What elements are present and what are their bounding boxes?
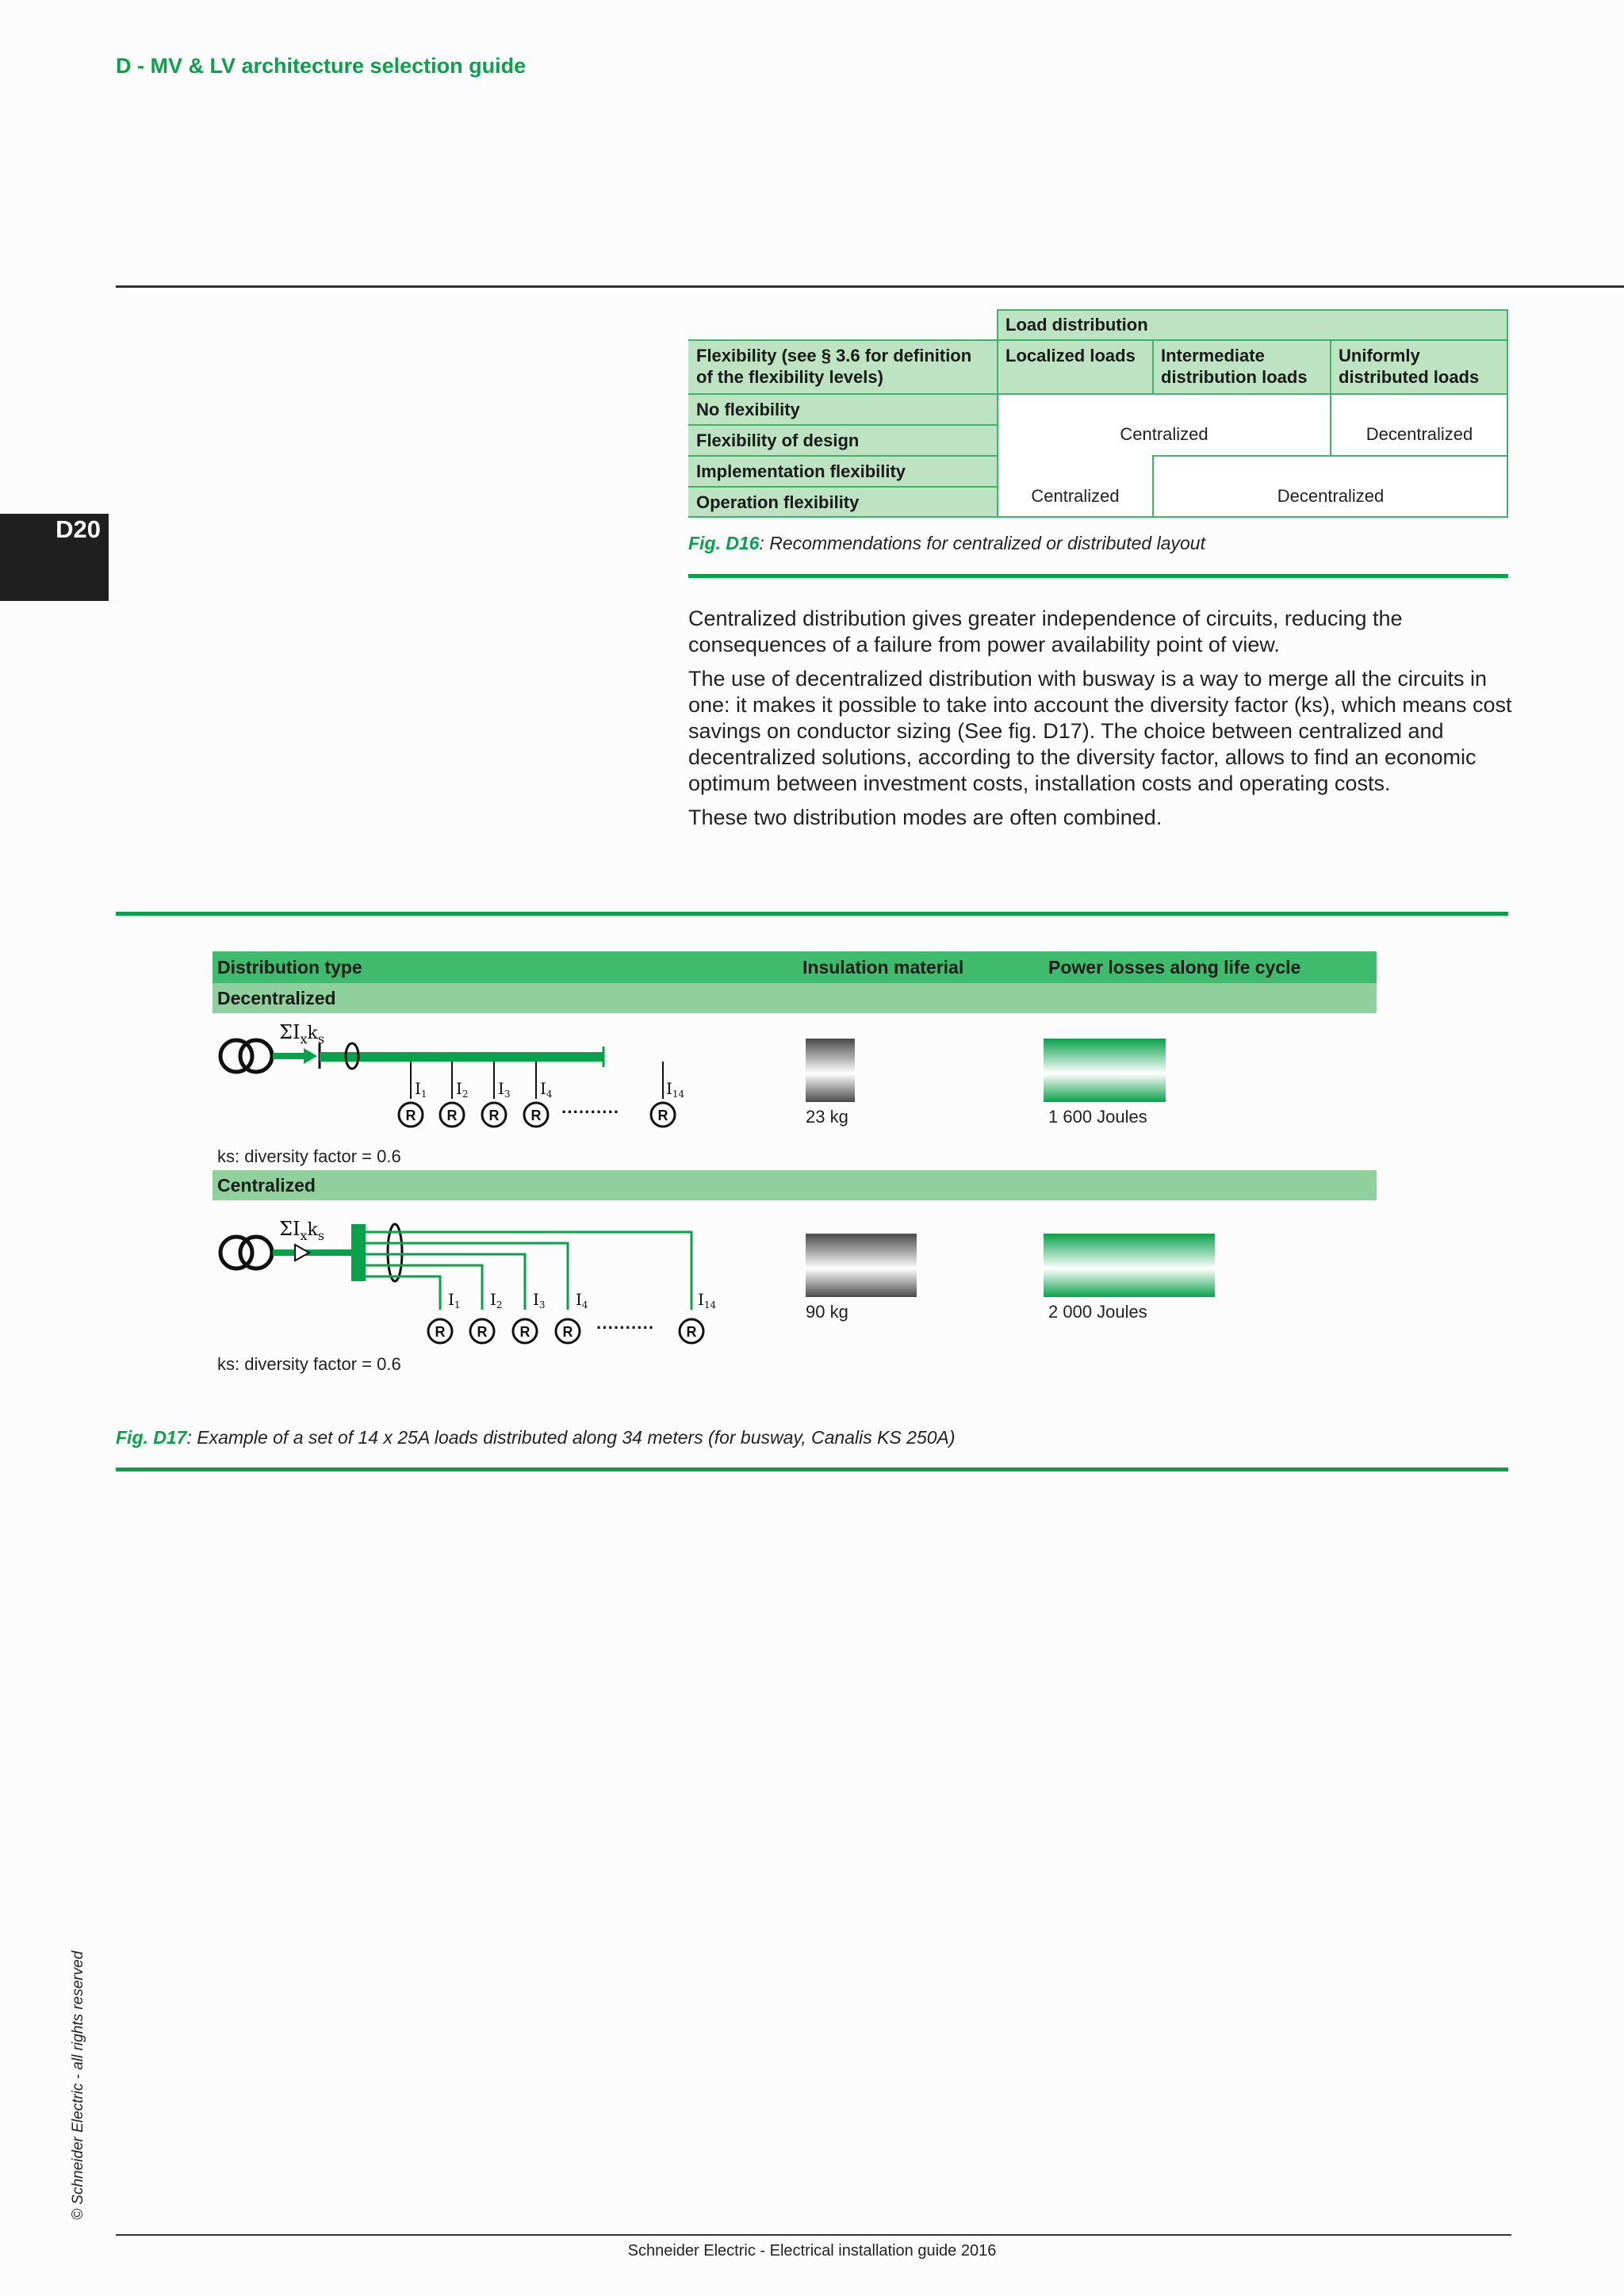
row-flexibility-design: Flexibility of design: [688, 425, 998, 455]
footer-rule: [116, 2234, 1511, 2236]
svg-text:ΣIxks: $\Sigma I_xk_s$: [279, 1021, 325, 1047]
centralized-label: Centralized: [217, 1175, 316, 1196]
svg-text:R: R: [488, 1108, 500, 1123]
header-rule: [116, 285, 1624, 288]
col-losses: Power losses along life cycle: [1048, 957, 1301, 978]
svg-text:R: R: [657, 1108, 668, 1123]
svg-text:I4: $I_4$: [576, 1290, 588, 1311]
page-tab: [0, 514, 109, 601]
svg-text:R: R: [435, 1324, 446, 1340]
centralized-note: ks: diversity factor = 0.6: [217, 1354, 401, 1374]
svg-text:I2: $I_2$: [456, 1079, 469, 1100]
paragraph-3: These two distribution modes are often combined.: [688, 806, 1162, 829]
svg-text:I14: $I_{14}$: [698, 1290, 717, 1311]
svg-text:R: R: [519, 1324, 530, 1340]
fig-d17-caption: Fig. D17: Example of a set of 14 x 25A loads distributed along 34 meters (for busway, Canalis KS 250A): [116, 1427, 956, 1448]
flexibility-header: Flexibility (see § 3.6 for definition of the flexibility levels): [688, 340, 998, 394]
fig-d17-bottom-rule: [116, 1468, 1508, 1471]
fig-d17-top-rule: [116, 912, 1508, 916]
decentralized-losses: 1 600 Joules: [1048, 1107, 1147, 1127]
svg-text:R: R: [530, 1108, 542, 1123]
svg-text:I14: $I_{14}$: [666, 1079, 685, 1100]
decentralized-note: ks: diversity factor = 0.6: [217, 1146, 401, 1166]
page-number: D20: [56, 515, 101, 543]
region-decentralized-top: Decentralized: [1365, 424, 1473, 444]
svg-text:I1: $I_1$: [415, 1079, 427, 1100]
row-implementation: Implementation flexibility: [688, 456, 998, 486]
fig-d16-caption: Fig. D16: Recommendations for centralized or distributed layout: [688, 533, 1205, 553]
footer-text: Schneider Electric - Electrical installation guide 2016: [627, 2242, 997, 2260]
decentralized-row-header: [213, 983, 1377, 1013]
centralized-losses: 2 000 Joules: [1048, 1302, 1147, 1322]
svg-text:R: R: [477, 1324, 488, 1340]
svg-text:I2: $I_2$: [490, 1290, 503, 1311]
paragraph-2: The use of decentralized distribution with busway is a way to merge all the circuits in one: it makes it possible to take into account the diversity factor (ks), which means cost savings on conductor sizing (See fig. D17). The choice between centralized and decentralized solutions, according to the diversity factor, allows to find an economic optimum between investment costs, installation costs and operating costs.: [688, 667, 1512, 795]
svg-text:I1: $I_1$: [448, 1290, 461, 1311]
col-insulation: Insulation material: [802, 957, 964, 978]
decentralized-label: Decentralized: [217, 988, 336, 1008]
decentralized-losses-bar: [1044, 1039, 1166, 1102]
decentralized-insulation: 23 kg: [806, 1107, 848, 1127]
svg-text:ΣIxks: $\Sigma I_xk_s$: [279, 1218, 325, 1243]
svg-text:R: R: [562, 1324, 573, 1340]
decentralized-diagram: [213, 1016, 704, 1135]
col-uniform: Uniformly distributed loads: [1331, 340, 1508, 394]
svg-text:··········: ··········: [596, 1318, 655, 1337]
svg-text:··········: ··········: [561, 1102, 620, 1122]
svg-text:R: R: [686, 1324, 697, 1340]
centralized-insulation: 90 kg: [806, 1302, 848, 1322]
fig-d16-rule: [688, 574, 1508, 578]
svg-text:R: R: [405, 1108, 416, 1123]
region-centralized-top: Centralized: [1120, 424, 1208, 444]
svg-text:I4: $I_4$: [540, 1079, 553, 1100]
region-centralized-bottom: Centralized: [1031, 486, 1120, 506]
region-decentralized-bottom: Decentralized: [1277, 486, 1385, 506]
load-distribution-header: Load distribution: [998, 309, 1508, 339]
col-localized: Localized loads: [998, 340, 1153, 394]
svg-text:I3: $I_3$: [533, 1290, 546, 1311]
decentralized-insulation-bar: [806, 1039, 855, 1102]
col-distribution-type: Distribution type: [217, 957, 362, 978]
centralized-diagram: [213, 1213, 736, 1348]
paragraph-1: Centralized distribution gives greater independence of circuits, reducing the consequences of a failure from power availability point of view.: [688, 607, 1403, 656]
col-intermediate: Intermediate distribution loads: [1153, 340, 1331, 394]
row-no-flexibility: No flexibility: [688, 394, 998, 424]
row-operation: Operation flexibility: [688, 487, 998, 517]
centralized-losses-bar: [1044, 1234, 1215, 1297]
svg-text:I3: $I_3$: [498, 1079, 511, 1100]
copyright: © Schneider Electric - all rights reserved: [70, 1950, 86, 2220]
header-title: D - MV & LV architecture selection guide: [116, 54, 527, 78]
centralized-row-header: [213, 1170, 1377, 1200]
centralized-insulation-bar: [806, 1234, 917, 1297]
svg-text:R: R: [446, 1108, 458, 1123]
